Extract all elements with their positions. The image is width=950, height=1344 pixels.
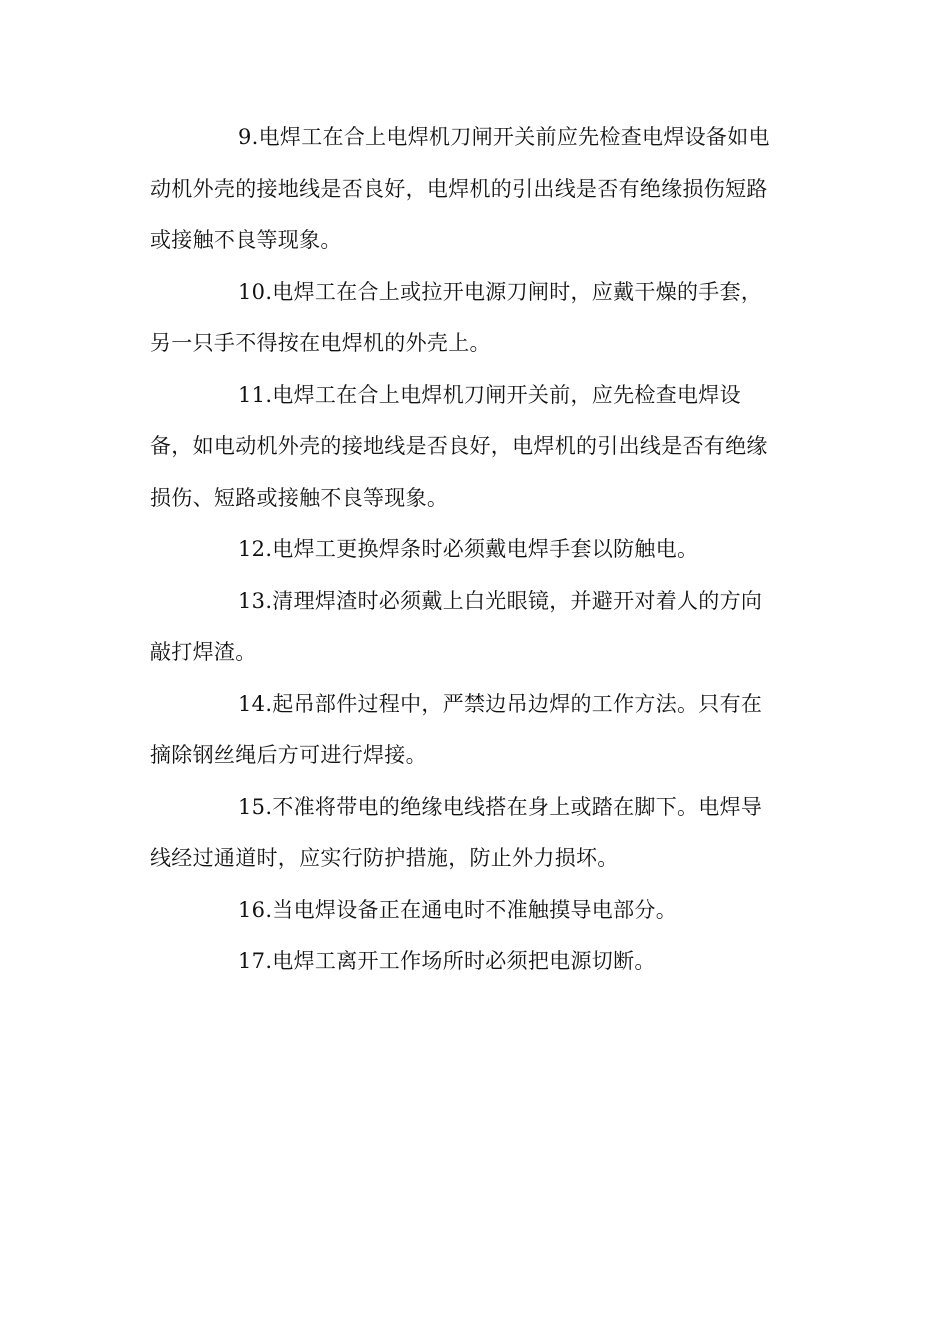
paragraph-14 [150, 679, 802, 782]
paragraph-9 [150, 112, 802, 267]
paragraph-12 [150, 524, 802, 576]
document-body [150, 112, 802, 988]
paragraph-10 [150, 267, 802, 370]
paragraph-9-line-3: 或接触不良等现象。 [150, 228, 342, 252]
paragraph-10-line-2: 另一只手不得按在电焊机的外壳上。 [150, 331, 491, 355]
paragraph-17 [150, 936, 802, 988]
paragraph-13-line-1: 13.清理焊渣时必须戴上白光眼镜，并避开对着人的方向 [238, 588, 763, 613]
paragraph-13-line-2: 敲打焊渣。 [150, 640, 257, 664]
paragraph-11-line-2: 备，如电动机外壳的接地线是否良好，电焊机的引出线是否有绝缘 [150, 434, 768, 458]
paragraph-15-line-1: 15.不准将带电的绝缘电线搭在身上或踏在脚下。电焊导 [238, 794, 763, 819]
paragraph-16 [150, 885, 802, 937]
paragraph-14-line-2: 摘除钢丝绳后方可进行焊接。 [150, 743, 427, 767]
paragraph-16-line-1: 16.当电焊设备正在通电时不准触摸导电部分。 [238, 897, 677, 922]
paragraph-13 [150, 576, 802, 679]
paragraph-15-line-2: 线经过通道时，应实行防护措施，防止外力损坏。 [150, 846, 619, 870]
paragraph-9-line-1: 9.电焊工在合上电焊机刀闸开关前应先检查电焊设备如电 [238, 125, 770, 149]
paragraph-9-line-2: 动机外壳的接地线是否良好，电焊机的引出线是否有绝缘损伤短路 [150, 176, 768, 201]
paragraph-17-line-1: 17.电焊工离开工作场所时必须把电源切断。 [238, 949, 656, 973]
paragraph-12-line-1: 12.电焊工更换焊条时必须戴电焊手套以防触电。 [238, 537, 699, 561]
paragraph-10-line-1: 10.电焊工在合上或拉开电源刀闸时，应戴干燥的手套， [238, 279, 763, 304]
paragraph-11-line-1: 11.电焊工在合上电焊机刀闸开关前，应先检查电焊设 [238, 382, 741, 407]
paragraph-11 [150, 370, 802, 525]
paragraph-11-line-3: 损伤、短路或接触不良等现象。 [150, 485, 449, 510]
paragraph-14-line-1: 14.起吊部件过程中，严禁边吊边焊的工作方法。只有在 [238, 691, 763, 716]
paragraph-15 [150, 782, 802, 885]
